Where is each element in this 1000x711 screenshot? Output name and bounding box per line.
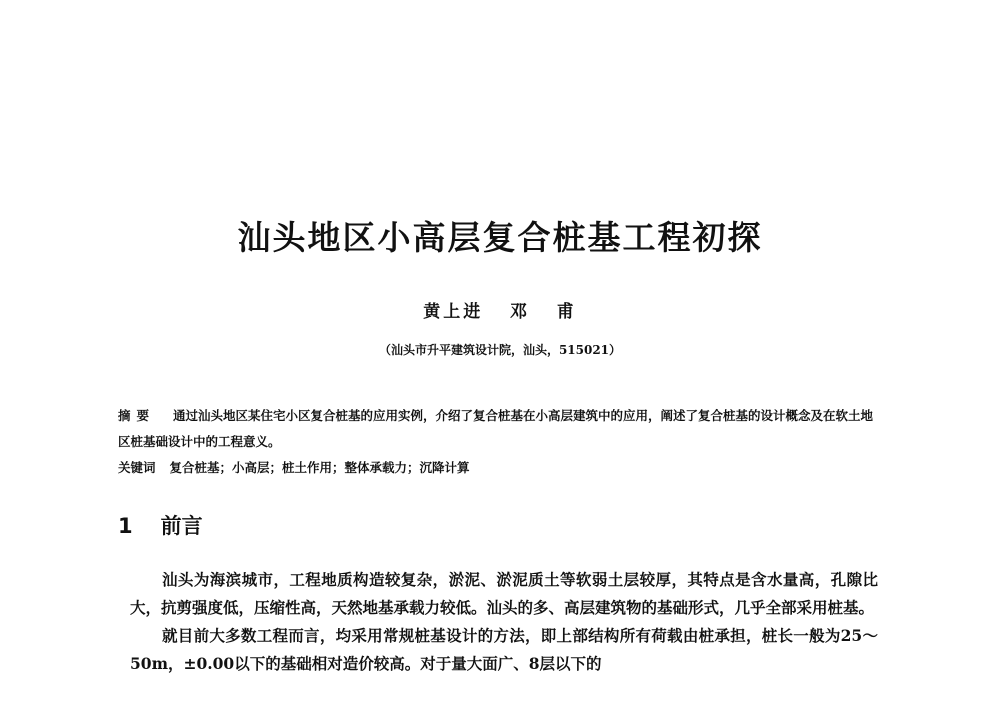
paragraph: 就目前大多数工程而言，均采用常规桩基设计的方法，即上部结构所有荷载由桩承担，桩长一般为25～50m，±0.00以下的基础相对造价较高。对于量大面广、8层以下的 [130,626,878,673]
section-number: 1 [118,514,133,538]
keywords [118,455,883,481]
section-heading [118,510,203,540]
paragraph: 汕头为海滨城市，工程地质构造较复杂，淤泥、淤泥质土等软弱土层较厚，其特点是含水量高，孔隙比大，抗剪强度低，压缩性高，天然地基承载力较低。汕头的多、高层建筑物的基础形式，几乎全部采用桩基。 [130,570,878,617]
section-title: 前言 [160,514,203,538]
authors: 黄上进 邓 甫 [423,302,577,322]
abstract [118,403,883,455]
body-text [130,566,878,678]
paper-title: 汕头地区小高层复合桩基工程初探 [237,218,763,257]
abstract-text: 通过汕头地区某住宅小区复合桩基的应用实例，介绍了复合桩基在小高层建筑中的应用，阐述了复合桩基的设计概念及在软土地区桩基础设计中的工程意义。 [118,408,874,449]
affiliation: （汕头市升平建筑设计院，汕头，515021） [378,343,622,357]
abstract-label: 摘要 [118,408,156,423]
keywords-label: 关键词 [118,460,156,475]
keywords-text: 复合桩基；小高层；桩土作用；整体承载力；沉降计算 [169,460,470,475]
abstract-block [118,403,883,481]
